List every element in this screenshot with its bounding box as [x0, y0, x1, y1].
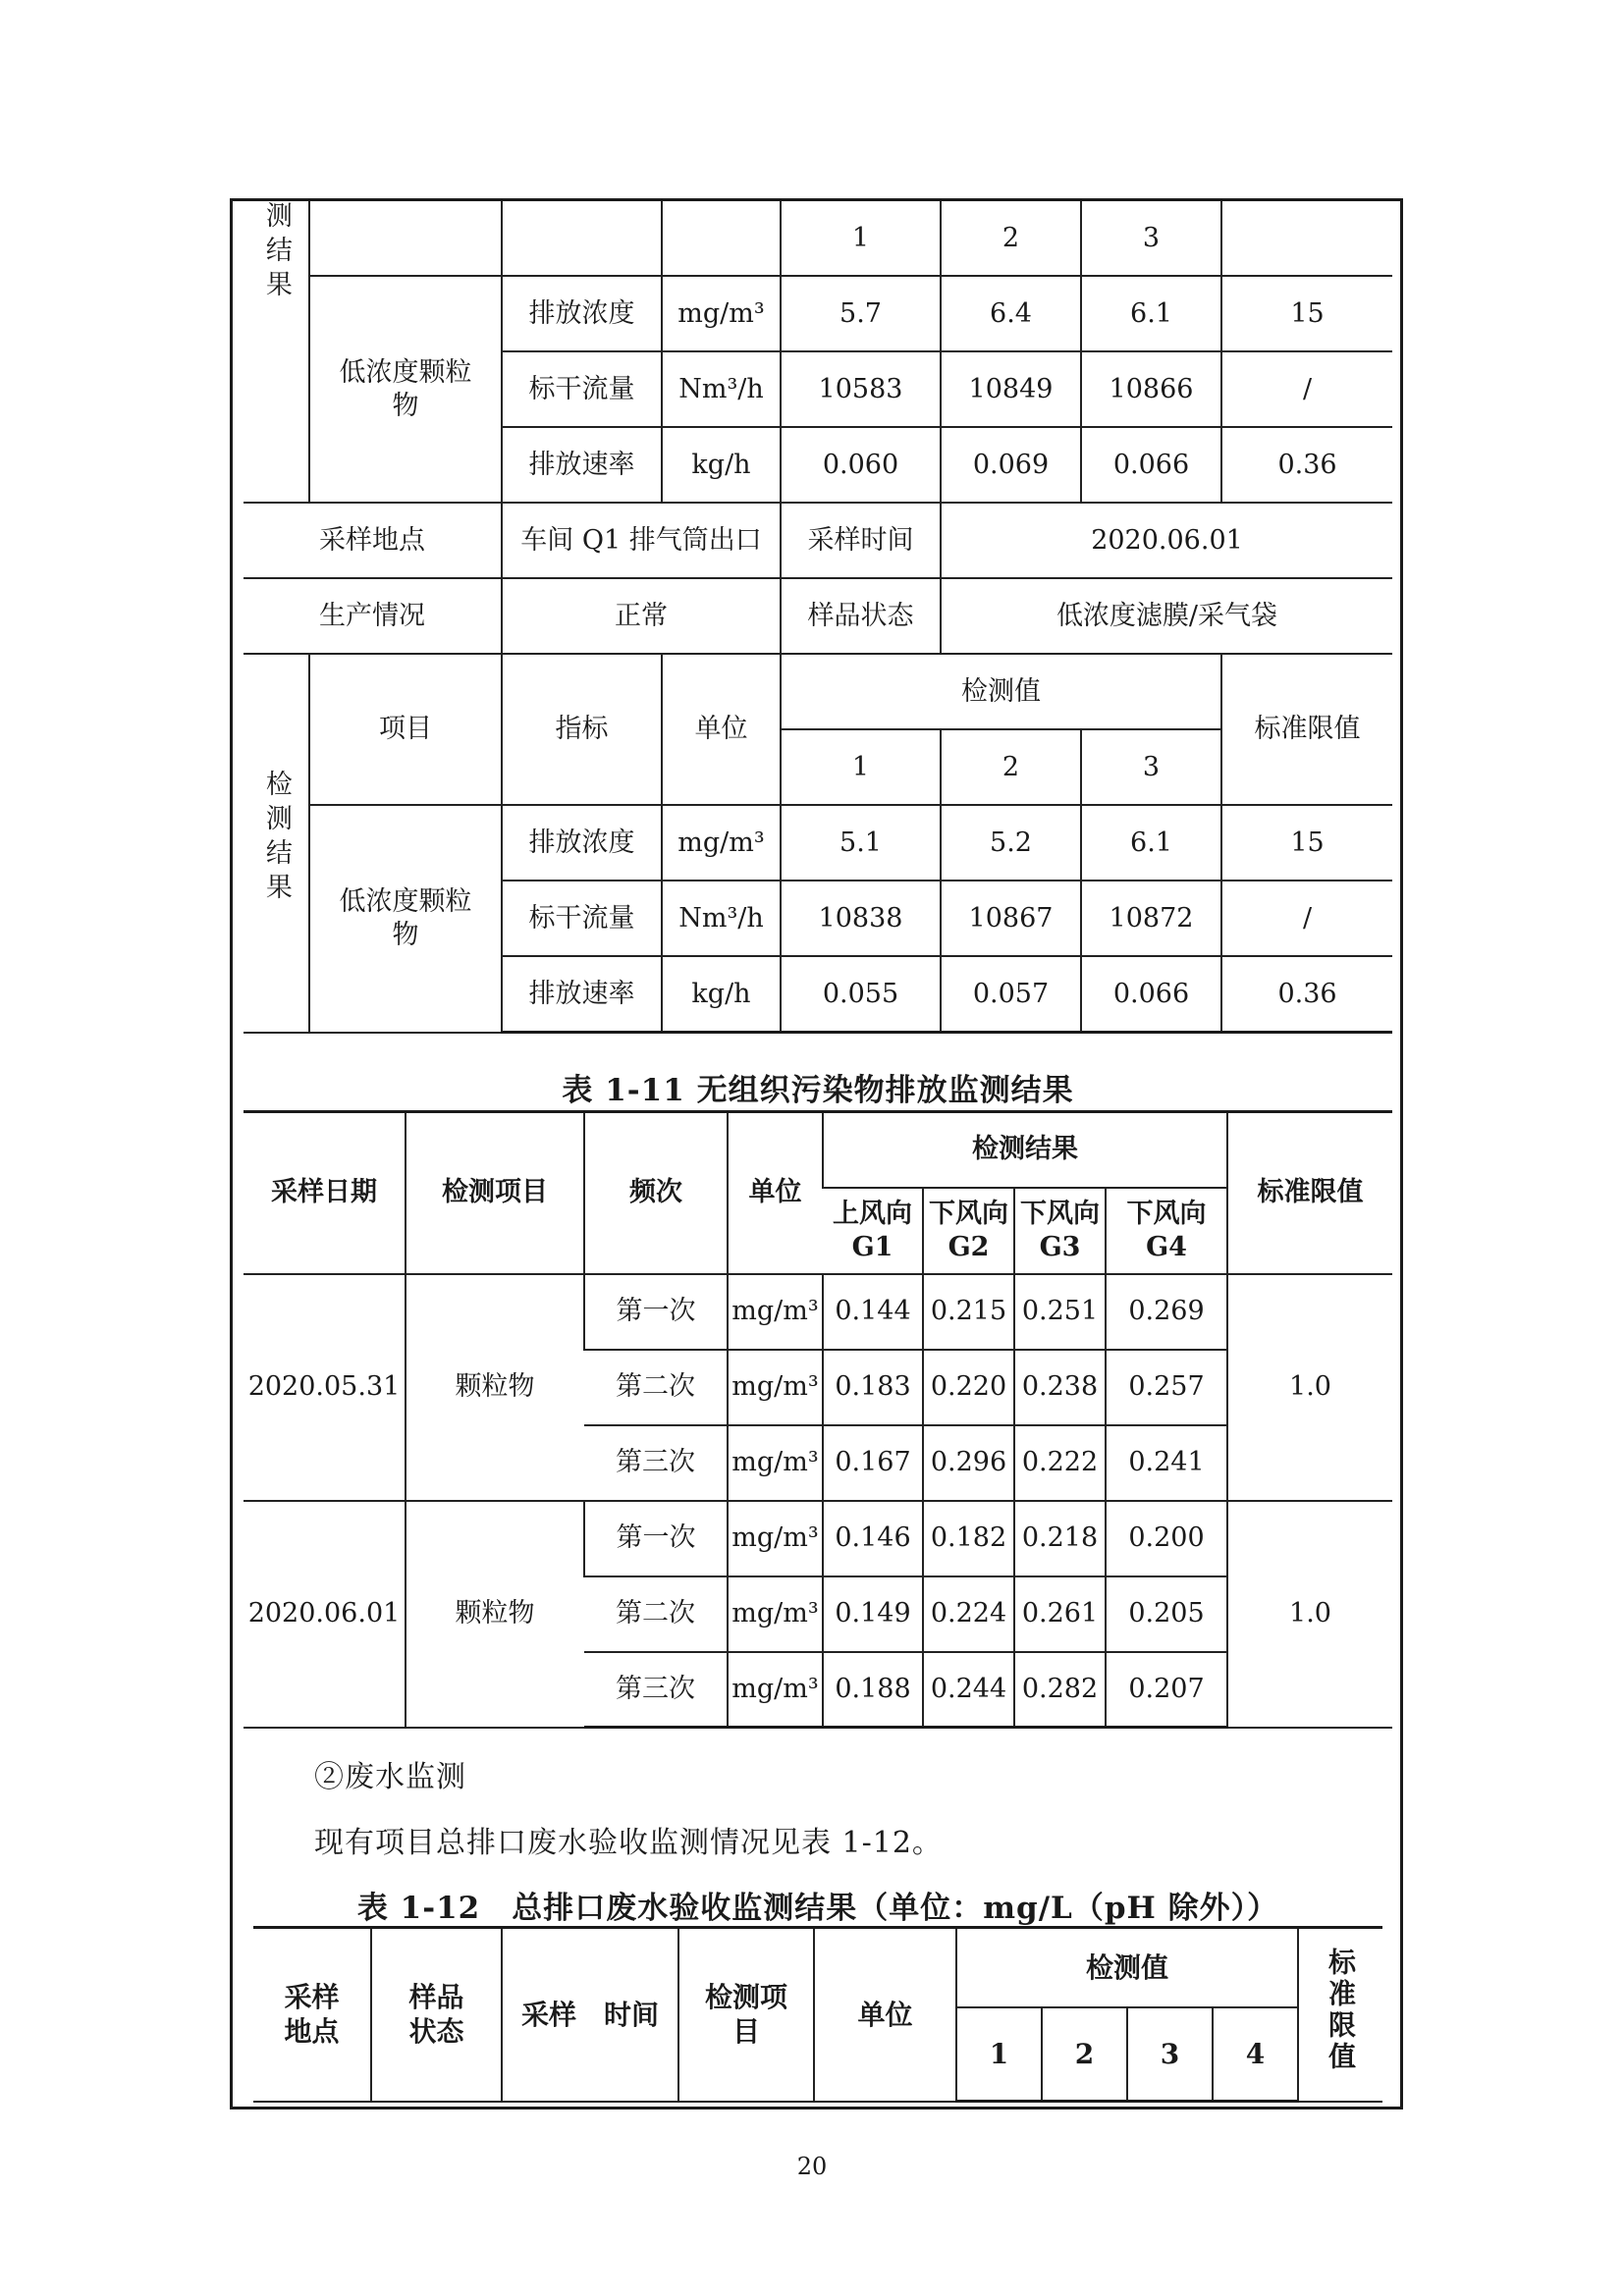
value: 0.060: [781, 427, 941, 503]
value: 10866: [1081, 351, 1221, 427]
unit: mg/m³: [728, 1576, 823, 1652]
header-item: 项目: [309, 654, 502, 805]
frequency: 第二次: [584, 1350, 728, 1425]
value: 0.182: [923, 1501, 1014, 1576]
header-num: 3: [1127, 2007, 1213, 2102]
header-num: 2: [1042, 2007, 1127, 2102]
value: 0.215: [923, 1274, 1014, 1350]
value: 10583: [781, 351, 941, 427]
point-header: 下风向 G4: [1106, 1188, 1227, 1274]
header-site: 采样地点: [253, 1928, 371, 2102]
value: 0.224: [923, 1576, 1014, 1652]
header-unit: 单位: [814, 1928, 956, 2102]
limit: 0.36: [1221, 427, 1392, 503]
value: 0.218: [1014, 1501, 1106, 1576]
value: 0.066: [1081, 956, 1221, 1033]
value: 0.069: [941, 427, 1081, 503]
unit: kg/h: [662, 427, 781, 503]
table-caption: 表 1-12 总排口废水验收监测结果（单位：mg/L（pH 除外））: [356, 1891, 1279, 1926]
production-value: 正常: [502, 578, 781, 654]
header-num: 3: [1081, 729, 1221, 805]
header-num: 1: [956, 2007, 1042, 2102]
value: 0.251: [1014, 1274, 1106, 1350]
section-heading: ②废水监测: [314, 1760, 466, 1794]
value: 0.188: [823, 1652, 923, 1728]
header-limit: 标准限值: [1227, 1112, 1392, 1274]
page-number: 20: [796, 2153, 828, 2180]
value: 0.144: [823, 1274, 923, 1350]
sample-date: 2020.06.01: [244, 1501, 406, 1728]
metric-label: 排放速率: [502, 427, 662, 503]
value: 6.1: [1081, 805, 1221, 881]
frequency: 第一次: [584, 1274, 728, 1350]
test-item: 颗粒物: [406, 1501, 584, 1728]
value: 0.183: [823, 1350, 923, 1425]
limit: /: [1221, 881, 1392, 956]
point-header: 下风向 G3: [1014, 1188, 1106, 1274]
value: 0.149: [823, 1576, 923, 1652]
limit: 0.36: [1221, 956, 1392, 1033]
value: 0.057: [941, 956, 1081, 1033]
header-frequency: 频次: [584, 1112, 728, 1274]
limit: /: [1221, 351, 1392, 427]
metric-label: 标干流量: [502, 351, 662, 427]
limit: 15: [1221, 276, 1392, 351]
test-item: 颗粒物: [406, 1274, 584, 1501]
sample-state-value: 低浓度滤膜/采气袋: [941, 578, 1392, 654]
limit: 1.0: [1227, 1501, 1392, 1728]
frequency: 第二次: [584, 1576, 728, 1652]
header-unit: 单位: [728, 1112, 823, 1274]
value: 5.7: [781, 276, 941, 351]
value: 0.222: [1014, 1425, 1106, 1501]
header-unit: 单位: [662, 654, 781, 805]
frequency: 第一次: [584, 1501, 728, 1576]
value: 0.066: [1081, 427, 1221, 503]
header-limit: 标准限值: [1221, 654, 1392, 805]
value: 0.261: [1014, 1576, 1106, 1652]
value: 0.244: [923, 1652, 1014, 1728]
value: 0.200: [1106, 1501, 1227, 1576]
limit: 1.0: [1227, 1274, 1392, 1501]
header-num: 2: [941, 201, 1081, 276]
unit: mg/m³: [728, 1350, 823, 1425]
metric-label: 标干流量: [502, 881, 662, 956]
header-date: 采样日期: [244, 1112, 406, 1274]
production-label: 生产情况: [244, 578, 502, 654]
value: 0.257: [1106, 1350, 1227, 1425]
header-num: 2: [941, 729, 1081, 805]
value: 0.238: [1014, 1350, 1106, 1425]
table-caption: 表 1-11 无组织污染物排放监测结果: [562, 1073, 1074, 1108]
point-header: 上风向 G1: [823, 1188, 923, 1274]
unit: mg/m³: [728, 1274, 823, 1350]
unit: mg/m³: [662, 276, 781, 351]
frequency: 第三次: [584, 1652, 728, 1728]
value: 5.2: [941, 805, 1081, 881]
value: 6.4: [941, 276, 1081, 351]
header-num: 4: [1213, 2007, 1298, 2102]
header-values: 检测值: [781, 654, 1221, 729]
unit: mg/m³: [728, 1652, 823, 1728]
value: 0.269: [1106, 1274, 1227, 1350]
item-name: 低浓度颗粒物: [309, 276, 502, 503]
value: 10849: [941, 351, 1081, 427]
value: 0.055: [781, 956, 941, 1033]
unit: Nm³/h: [662, 881, 781, 956]
sample-date: 2020.05.31: [244, 1274, 406, 1501]
site-label: 采样地点: [244, 503, 502, 578]
unit: kg/h: [662, 956, 781, 1033]
value: 0.205: [1106, 1576, 1227, 1652]
header-num: 1: [781, 201, 941, 276]
unit: mg/m³: [662, 805, 781, 881]
point-header: 下风向 G2: [923, 1188, 1014, 1274]
value: 6.1: [1081, 276, 1221, 351]
limit: 15: [1221, 805, 1392, 881]
header-limit: 标准限值: [1298, 1928, 1382, 2102]
header-item: 检测项目: [678, 1928, 814, 2102]
sample-state-label: 样品状态: [781, 578, 941, 654]
header-state: 样品状态: [371, 1928, 502, 2102]
unit: mg/m³: [728, 1425, 823, 1501]
value: 10838: [781, 881, 941, 956]
header-metric: 指标: [502, 654, 662, 805]
value: 10872: [1081, 881, 1221, 956]
value: 0.207: [1106, 1652, 1227, 1728]
section-label: 检测结果: [244, 654, 309, 1033]
frequency: 第三次: [584, 1425, 728, 1501]
emission-table-continued: [244, 201, 1392, 1034]
value: 10867: [941, 881, 1081, 956]
header-num: 1: [781, 729, 941, 805]
time-value: 2020.06.01: [941, 503, 1392, 578]
section-label: 测结果: [244, 201, 309, 503]
metric-label: 排放浓度: [502, 805, 662, 881]
header-time: 采样 时间: [502, 1928, 678, 2102]
value: 0.146: [823, 1501, 923, 1576]
header-item: 检测项目: [406, 1112, 584, 1274]
unit: Nm³/h: [662, 351, 781, 427]
value: 0.167: [823, 1425, 923, 1501]
header-num: 3: [1081, 201, 1221, 276]
metric-label: 排放浓度: [502, 276, 662, 351]
wastewater-table: [253, 1926, 1382, 2103]
fugitive-emission-table: [244, 1110, 1392, 1729]
value: 0.282: [1014, 1652, 1106, 1728]
site-value: 车间 Q1 排气筒出口: [502, 503, 781, 578]
item-name: 低浓度颗粒物: [309, 805, 502, 1033]
value: 5.1: [781, 805, 941, 881]
time-label: 采样时间: [781, 503, 941, 578]
unit: mg/m³: [728, 1501, 823, 1576]
section-body: 现有项目总排口废水验收监测情况见表 1-12。: [314, 1826, 943, 1860]
metric-label: 排放速率: [502, 956, 662, 1033]
header-values: 检测值: [956, 1928, 1298, 2007]
value: 0.220: [923, 1350, 1014, 1425]
header-results: 检测结果: [823, 1112, 1227, 1188]
value: 0.296: [923, 1425, 1014, 1501]
value: 0.241: [1106, 1425, 1227, 1501]
